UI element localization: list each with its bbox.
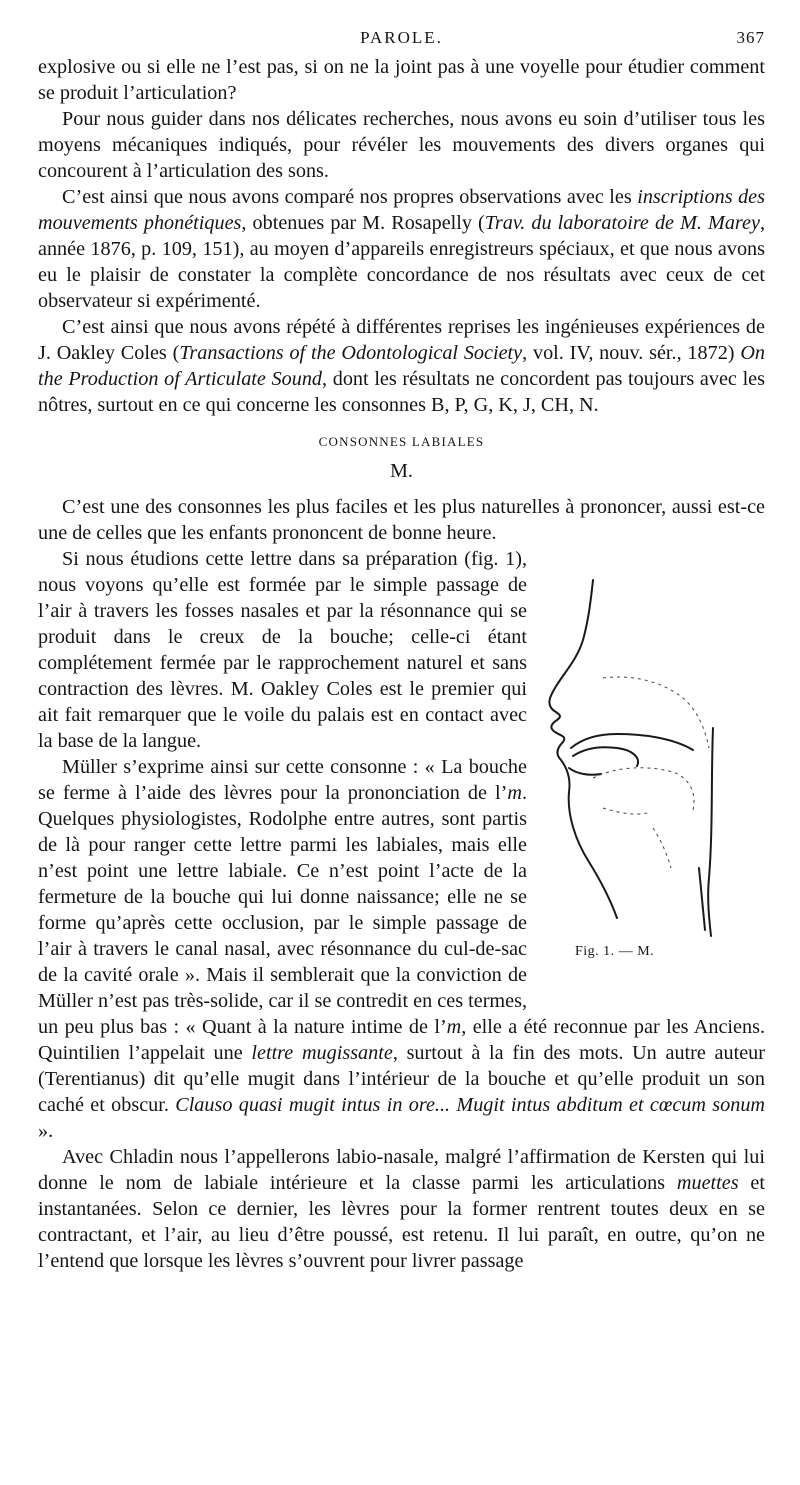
p7-italic-b: m — [507, 782, 522, 804]
paragraph-3 — [38, 184, 765, 314]
page-number: 367 — [736, 28, 765, 47]
caption-label: Fig. 1. — [575, 944, 615, 959]
paragraph-2: Pour nous guider dans nos délicates recherches, nous avons eu soin d’utiliser tous les moyens mécaniques indiqués, pour révéler les mouvements des divers organes qui concourent à l’articulation des sons. — [38, 108, 765, 182]
p4-italic-d: On the Production of Articulate Sound — [38, 342, 765, 390]
document-page — [38, 28, 765, 1274]
caption-dash: — — [614, 944, 638, 959]
p8-text-a: Avec Chladin nous l’appellerons labio-nasale, malgré l’affirmation de Kersten qui lui donne le nom de labiale intérieure et la classe parmi les articulations — [38, 1146, 765, 1194]
paragraph-6: Si nous étudions cette lettre dans sa préparation (fig. 1), nous voyons qu’elle est formée par le simple passage de l’air à travers les fosses nasales et par la résonnance qui se produit dans le creux de la bouche; celle-ci étant complétement fermée par le rapprochement naturel et sans contraction des lèvres. M. Oakley Coles est le premier qui ait fait remarquer que le voile du palais est en contact avec la base de la langue. — [38, 548, 527, 752]
page-header — [38, 28, 765, 54]
p4-text-e: , dont les résultats ne concordent pas toujours avec les nôtres, surtout en ce qui concerne les consonnes B, P, G, K, J, CH, N. — [38, 368, 765, 416]
p3-text-a: C’est ainsi que nous avons comparé nos propres observations avec les — [62, 186, 638, 208]
p7-text-g: , surtout à la fin des mots. Un autre auteur (Terentianus) dit qu’elle mugit dans l’intérieur de la bouche et qu’elle produit un son caché et obscur. — [38, 1042, 765, 1116]
running-title: PAROLE. — [360, 28, 443, 47]
p7-text-i: ». — [38, 1120, 54, 1142]
p8-text-c: et instantanées. Selon ce dernier, les lèvres pour la former rentrent toutes deux en se contractant, et l’air, au lieu d’être poussé, est retenu. Il lui paraît, en outre, qu’on ne l’entend que lorsque les lèvres s’ouvrent pour livrer passage — [38, 1172, 766, 1272]
p7-italic-h: Clauso quasi mugit intus in ore... Mugit intus abditum et cœcum sonum — [175, 1094, 765, 1116]
p8-italic-b: muettes — [676, 1172, 739, 1194]
p7-text-e: , elle a été reconnue par les Anciens. Quintilien l’appelait une — [38, 1016, 766, 1064]
paragraph-1: explosive ou si elle ne l’est pas, si on ne la joint pas à une voyelle pour étudier comment se produit l’articulation? — [38, 56, 765, 104]
section-letter: M. — [390, 460, 413, 482]
p4-text-c: , vol. IV, nouv. sér., 1872) — [522, 342, 741, 364]
head-profile-illustration — [533, 578, 765, 948]
p3-text-c: , obtenues par M. Rosapelly ( — [241, 212, 485, 234]
p7-text-a: Müller s’exprime ainsi sur cette consonne : « La bouche se ferme à l’aide des lèvres pour la prononciation de l’ — [38, 756, 527, 804]
p3-italic-d: Trav. du laboratoire de M. Marey — [484, 212, 760, 234]
p7-text-c: . Quelques physiologistes, Rodolphe entre autres, sont partis de là pour ranger cette lettre parmi les labiales, mais elle n’est point une lettre labiale. Ce n’est point l’acte de la fermeture de la bouche qui lui donne naissance; elle ne se forme qu’après cette occlusion, par le simple passage de l’air à travers le canal nasal, avec résonnance du cul-de-sac de la cavité orale ». Mais il semblerait que la conviction de Müller n’est pas très-solide, car il se contredit en ces termes, un peu plus bas : « Quant à la nature intime de l’ — [38, 782, 527, 1038]
p3-text-e: , année 1876, p. 109, 151), au moyen d’appareils enregistreurs spéciaux, et que nous avons eu le plaisir de constater la complète concordance de nos résultats avec ceux de cet observateur si expérimenté. — [38, 212, 765, 312]
section-title: CONSONNES LABIALES — [318, 434, 485, 449]
paragraph-8 — [38, 1144, 765, 1274]
p4-italic-b: Transactions of the Odontological Society — [179, 342, 523, 364]
figure-wrap-region — [38, 546, 765, 1144]
p3-italic-b: inscriptions des mouvements phonétiques — [38, 186, 765, 234]
p4-text-a: C’est ainsi que nous avons répété à différentes reprises les ingénieuses expériences de J. Oakley Coles ( — [38, 316, 765, 364]
paragraph-4 — [38, 314, 765, 418]
p7-italic-d: m — [446, 1016, 462, 1038]
figure-caption — [575, 944, 654, 960]
figure-1 — [533, 572, 765, 1002]
caption-letter: M. — [637, 944, 655, 959]
p7-italic-f: lettre mugissante — [251, 1042, 393, 1064]
paragraph-5: C’est une des consonnes les plus faciles et les plus naturelles à prononcer, aussi est-ce une de celles que les enfants prononcent de bonne heure. — [38, 496, 765, 544]
